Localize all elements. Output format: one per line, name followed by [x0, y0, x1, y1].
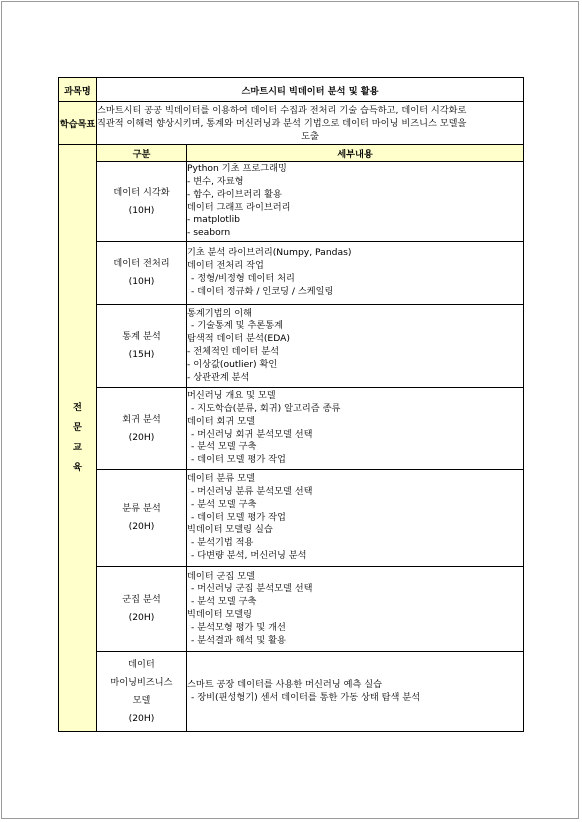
course-name-value: 스마트시티 빅데이터 분석 및 활용: [97, 78, 524, 102]
unit-name: 회귀 분석: [122, 413, 161, 425]
detail-item: - 분석결과 해석 및 활용: [191, 634, 286, 646]
detail-item: 데이터 군집 모델: [187, 570, 255, 582]
unit-hours: (10H): [128, 204, 155, 216]
detail-item: 빅데이터 모델링 실습: [187, 524, 273, 536]
unit-name: 군집 분석: [122, 594, 161, 605]
learning-goal-line: 직관적 이해력 향상시키며, 통계와 머신러닝과 분석 기법으로 데이터 마이닝 비즈니스 모델을: [97, 117, 467, 129]
unit-name-cell: [97, 470, 187, 567]
detail-item: 빅데이터 모델링: [187, 609, 253, 620]
unit-hours: (20H): [128, 521, 155, 532]
detail-item: 데이터 그래프 라이브러리: [187, 201, 291, 213]
unit-name-cell: [97, 388, 187, 470]
unit-detail-cell: [187, 470, 524, 567]
detail-item: - 상관관계 분석: [187, 371, 250, 383]
course-table: [58, 77, 524, 732]
detail-header-row: [59, 145, 524, 162]
specialized-education-char: 문: [73, 422, 82, 433]
detail-item: 데이터 전처리 작업: [187, 260, 264, 272]
learning-goal-text: [97, 102, 524, 145]
curriculum-row: [59, 305, 524, 388]
specialized-education-char: 교: [73, 442, 82, 453]
unit-detail-cell: [187, 305, 524, 388]
specialized-education-char: 전: [73, 402, 82, 413]
specialized-education-label: [59, 145, 97, 732]
detail-item: - 데이터 모델 평가 작업: [191, 511, 286, 523]
course-name-row: [59, 78, 524, 102]
detail-item: - 분석기법 적용: [191, 537, 254, 549]
detail-item: 데이터 회귀 모델: [187, 415, 255, 427]
unit-name: 마이닝비즈니스: [110, 676, 173, 688]
detail-item: 데이터 분류 모델: [187, 473, 255, 485]
detail-item: - 다변량 분석, 머신러닝 분석: [191, 549, 307, 561]
detail-item: - 분석 모델 구축: [191, 596, 257, 608]
unit-name-cell: [97, 652, 187, 732]
unit-hours: (20H): [128, 712, 155, 724]
unit-detail-cell: [187, 388, 524, 470]
detail-item: 머신러닝 개요 및 모델: [187, 390, 276, 402]
detail-item: - 머신러닝 회귀 분석모델 선택: [191, 428, 313, 440]
detail-item: - seaborn: [187, 227, 231, 239]
detail-item: 통계기법의 이해: [187, 307, 253, 319]
detail-item: - matplotlib: [187, 214, 240, 226]
detail-item: - 변수, 자료형: [187, 175, 244, 187]
detail-item: - 정형/비정형 데이터 처리: [191, 273, 295, 284]
unit-hours: (20H): [128, 431, 155, 443]
detail-item: - 지도학습(분류, 회귀) 알고리즘 종류: [191, 402, 341, 414]
learning-goal-row: [59, 102, 524, 145]
detail-item: - 분석 모델 구축: [191, 498, 257, 510]
detail-item: - 이상값(outlier) 확인: [187, 358, 278, 370]
unit-hours: (10H): [128, 276, 155, 287]
curriculum-row: [59, 652, 524, 732]
column-header-detail: 세부내용: [187, 145, 524, 162]
detail-item: - 분석 모델 구축: [191, 441, 257, 453]
unit-detail-cell: [187, 567, 524, 652]
unit-name-cell: [97, 162, 187, 242]
detail-item: - 데이터 정규화 / 인코딩 / 스케일링: [191, 285, 334, 297]
unit-name: 데이터: [128, 658, 155, 670]
unit-name: 통계 분석: [122, 331, 161, 342]
course-name-label: 과목명: [59, 78, 97, 102]
unit-name: 분류 분석: [122, 503, 161, 514]
unit-name-cell: [97, 242, 187, 305]
learning-goal-line: 스마트시티 공공 빅데이터를 이용하여 데이터 수집과 전처리 기술 습득하고, 데이터 시각화로: [97, 104, 467, 116]
curriculum-row: [59, 388, 524, 470]
unit-name-cell: [97, 305, 187, 388]
unit-detail-cell: [187, 242, 524, 305]
unit-hours: (15H): [128, 349, 155, 360]
detail-item: - 전체적인 데이터 분석: [187, 346, 279, 357]
unit-name: 데이터 시각화: [113, 186, 170, 198]
unit-name-cell: [97, 567, 187, 652]
curriculum-row: [59, 567, 524, 652]
learning-goal-label: 학습목표: [59, 102, 97, 145]
detail-item: 기초 분석 라이브러리(Numpy, Pandas): [187, 247, 352, 259]
detail-item: - 기술통계 및 추론통계: [191, 320, 283, 332]
curriculum-row: [59, 470, 524, 567]
learning-goal-line: 도출: [301, 130, 319, 142]
specialized-education-char: 육: [73, 462, 82, 473]
column-header-unit: 구분: [97, 145, 187, 162]
unit-name: 데이터 전처리: [113, 258, 170, 269]
detail-item: 탐색적 데이터 분석(EDA): [187, 333, 291, 345]
unit-name: 모델: [132, 694, 151, 706]
detail-item: - 장비(핀성형기) 센서 데이터를 통한 가동 상태 탐색 분석: [191, 691, 421, 703]
detail-item: 스마트 공장 데이터를 사용한 머신러닝 예측 실습: [187, 678, 383, 690]
detail-item: - 분석모형 평가 및 개선: [191, 621, 286, 633]
detail-item: - 데이터 모델 평가 작업: [191, 454, 286, 466]
detail-item: - 함수, 라이브러리 활용: [187, 188, 282, 200]
unit-detail-cell: [187, 652, 524, 732]
detail-item: Python 기초 프로그래밍: [187, 163, 287, 175]
unit-detail-cell: [187, 162, 524, 242]
curriculum-row: [59, 162, 524, 242]
detail-item: - 머신러닝 분류 분석모델 선택: [191, 486, 313, 497]
curriculum-row: [59, 242, 524, 305]
detail-item: - 머신러닝 군집 분석모델 선택: [191, 583, 313, 595]
unit-hours: (20H): [128, 612, 155, 623]
